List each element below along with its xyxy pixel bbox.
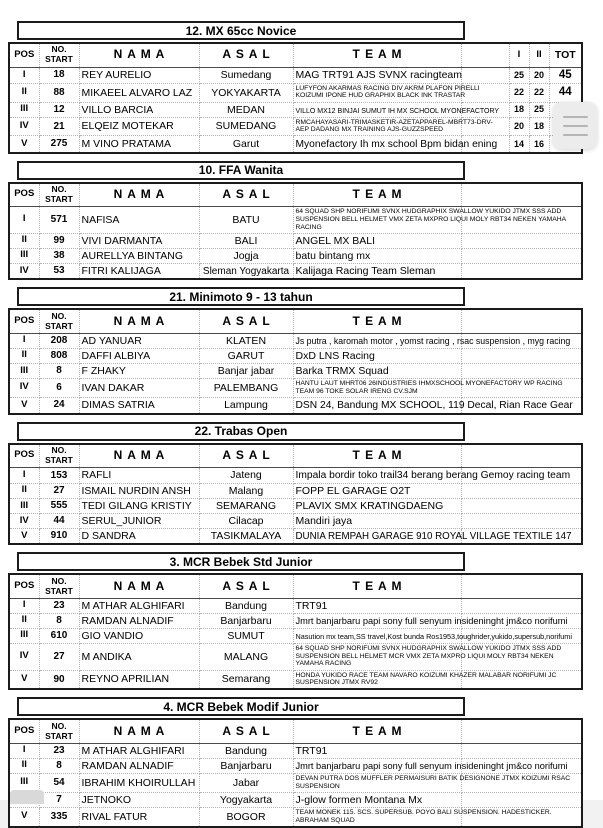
start-number-cell: 27 [39, 643, 79, 670]
class-title-text: 22. Trabas Open [194, 424, 288, 439]
origin-cell: Lampung [199, 397, 293, 413]
rider-name-cell: TEDI GILANG KRISTIY [79, 498, 199, 513]
rider-name-cell: AD YANUAR [79, 333, 199, 348]
header-row [9, 183, 582, 207]
team-spill-cell [461, 363, 582, 378]
result-row [9, 613, 582, 628]
col-header-asal: A S A L [199, 444, 293, 468]
start-number-cell: 8 [39, 363, 79, 378]
team-cell: PLAVIX SMX KRATINGDAENG [293, 498, 461, 513]
team-spill-cell [461, 263, 582, 279]
rider-name-cell: SERUL_JUNIOR [79, 514, 199, 529]
start-number-cell: 90 [39, 670, 79, 689]
team-cell: Js putra , karomah motor , yomst racing , rsac suspension , myg racing [293, 333, 461, 348]
rider-name-cell: DIMAS SATRIA [79, 397, 199, 413]
position-cell: II [9, 348, 39, 363]
class-title-text: 12. MX 65cc Novice [185, 23, 297, 38]
team-spill-cell [461, 598, 582, 613]
class-title-text: 10. FFA Wanita [198, 163, 284, 178]
results-table [8, 42, 583, 154]
result-row [9, 758, 582, 773]
class-title [17, 422, 465, 441]
total-score-cell: 44 [549, 83, 582, 102]
section-minimoto-9-13-tahun [8, 287, 581, 414]
col-header-asal: A S A L [199, 574, 293, 598]
team-spill-cell [461, 233, 582, 248]
position-cell: V [9, 807, 39, 826]
start-number-cell: 808 [39, 348, 79, 363]
class-title [17, 697, 465, 716]
team-cell: Jmrt banjarbaru papi sony full senyum insideninght jm&co norifumi [293, 613, 461, 628]
col-header-team: T E A M [293, 309, 461, 333]
origin-cell: Semarang [199, 670, 293, 689]
start-number-cell: 54 [39, 773, 79, 792]
team-cell: 64 SQUAD SHP NORIFUMI SVNX HUDGRAPHIX SWALLOW YUKIDO JTMX SSS ADD SUSPENSION BELL HELMET VMX ZETA MXPRO LIQUI MOLY RBT34 NEKEN YAMAHA RACING [293, 207, 461, 234]
start-number-cell: 335 [39, 807, 79, 826]
origin-cell: Malang [199, 483, 293, 498]
col-header-pos: POS [9, 309, 39, 333]
origin-cell: Bandung [199, 598, 293, 613]
rider-name-cell: IBRAHIM KHOIRULLAH [79, 773, 199, 792]
origin-cell: YOKYAKARTA [199, 83, 293, 102]
result-row [9, 117, 582, 136]
team-cell: LUFYFON AKARMAS RACING DIV AKRM PLAFON PIRELLI KOIZUMI IPONE HUD GRAPHIX BLACK INK TRASTAR [293, 83, 461, 102]
origin-cell: Jabar [199, 773, 293, 792]
start-number-cell: 21 [39, 117, 79, 136]
team-cell: DSN 24, Bandung MX SCHOOL, 119 Decal, Rian Race Gear [293, 397, 461, 413]
origin-cell: Jateng [199, 468, 293, 484]
moto1-score-cell: 22 [509, 83, 529, 102]
rider-name-cell: IVAN DAKAR [79, 379, 199, 398]
col-header-nama: N A M A [79, 574, 199, 598]
col-header-spacer [461, 183, 582, 207]
rider-name-cell: M ANDIKA [79, 643, 199, 670]
start-number-cell: 99 [39, 233, 79, 248]
col-header-spacer [461, 444, 582, 468]
col-header-nama: N A M A [79, 719, 199, 743]
result-row [9, 333, 582, 348]
start-number-cell: 153 [39, 468, 79, 484]
result-row [9, 643, 582, 670]
origin-cell: Banjarbaru [199, 758, 293, 773]
team-spill-cell [461, 67, 509, 83]
start-number-cell: 610 [39, 628, 79, 643]
col-header-no-start: NO. START [39, 719, 79, 743]
col-header-no-start: NO. START [39, 444, 79, 468]
result-row [9, 514, 582, 529]
origin-cell: MEDAN [199, 102, 293, 117]
rider-name-cell: FITRI KALIJAGA [79, 263, 199, 279]
origin-cell: Yogyakarta [199, 792, 293, 807]
result-row [9, 363, 582, 378]
position-cell: III [9, 248, 39, 263]
team-cell: Impala bordir toko trail34 berang berang Gemoy racing team [293, 468, 461, 484]
start-number-cell: 53 [39, 263, 79, 279]
origin-cell: Cilacap [199, 514, 293, 529]
col-header-spacer [461, 309, 582, 333]
total-score-cell: 45 [549, 67, 582, 83]
rider-name-cell: M ATHAR ALGHIFARI [79, 598, 199, 613]
moto1-score-cell: 20 [509, 117, 529, 136]
rider-name-cell: DAFFI ALBIYA [79, 348, 199, 363]
origin-cell: SUMUT [199, 628, 293, 643]
start-number-cell: 23 [39, 743, 79, 758]
position-cell: I [9, 743, 39, 758]
origin-cell: GARUT [199, 348, 293, 363]
origin-cell: Banjarbaru [199, 613, 293, 628]
col-header-no-start: NO. START [39, 183, 79, 207]
col-header-team: T E A M [293, 444, 461, 468]
floating-menu-button[interactable] [553, 102, 597, 149]
result-row [9, 397, 582, 413]
team-spill-cell [461, 743, 582, 758]
origin-cell: BOGOR [199, 807, 293, 826]
col-header-spacer [461, 43, 509, 67]
team-spill-cell [461, 348, 582, 363]
result-row [9, 498, 582, 513]
section-mcr-bebek-modif-junior [8, 697, 581, 827]
origin-cell: Garut [199, 136, 293, 153]
result-row [9, 233, 582, 248]
col-header-total: TOT [549, 43, 582, 67]
col-header-nama: N A M A [79, 43, 199, 67]
rider-name-cell: RAFLI [79, 468, 199, 484]
rider-name-cell: GIO VANDIO [79, 628, 199, 643]
start-number-cell: 8 [39, 758, 79, 773]
results-table [8, 308, 583, 414]
team-cell: FOPP EL GARAGE O2T [293, 483, 461, 498]
col-header-no-start: NO. START [39, 309, 79, 333]
origin-cell: TASIKMALAYA [199, 529, 293, 545]
position-cell: I [9, 468, 39, 484]
header-row [9, 43, 582, 67]
position-cell: III [9, 102, 39, 117]
team-cell: TRT91 [293, 598, 461, 613]
col-header-team: T E A M [293, 183, 461, 207]
position-cell: IV [9, 514, 39, 529]
team-cell: HANTU LAUT MHRT06 26INDUSTRIES IHMXSCHOOL MYONEFACTORY WP RACING TEAM 96 TOKE SOLAR IRENG CV.SJM [293, 379, 461, 398]
results-table [8, 182, 583, 281]
col-header-nama: N A M A [79, 309, 199, 333]
col-header-moto2: II [529, 43, 549, 67]
rider-name-cell: F ZHAKY [79, 363, 199, 378]
rider-name-cell: JETNOKO [79, 792, 199, 807]
result-row [9, 598, 582, 613]
start-number-cell: 27 [39, 483, 79, 498]
team-cell: J-glow formen Montana Mx [293, 792, 461, 807]
team-spill-cell [461, 498, 582, 513]
result-row [9, 468, 582, 484]
section-mcr-bebek-std-junior [8, 552, 581, 690]
team-cell: Mandiri jaya [293, 514, 461, 529]
document-content [8, 21, 581, 828]
rider-name-cell: VIVI DARMANTA [79, 233, 199, 248]
class-title-text: 4. MCR Bebek Modif Junior [163, 699, 319, 714]
origin-cell: Banjar jabar [199, 363, 293, 378]
position-cell: II [9, 83, 39, 102]
team-spill-cell [461, 514, 582, 529]
start-number-cell: 275 [39, 136, 79, 153]
col-header-team: T E A M [293, 574, 461, 598]
rider-name-cell: ISMAIL NURDIN ANSH [79, 483, 199, 498]
rider-name-cell: AURELLYA BINTANG [79, 248, 199, 263]
start-number-cell: 38 [39, 248, 79, 263]
team-cell: Nasution mx team,SS travel,Kost bunda Ros1953,toughrider,yukido,supersub,norifumi [293, 628, 461, 643]
result-row [9, 83, 582, 102]
origin-cell: Jogja [199, 248, 293, 263]
result-row [9, 248, 582, 263]
rider-name-cell: MIKAEEL ALVARO LAZ [79, 83, 199, 102]
team-cell: HONDA YUKIDO RACE TEAM NAVARO KOIZUMI KHAZER MALABAR NORIFUMI JC SUSPENSION JTMX RV92 [293, 670, 461, 689]
class-title [17, 161, 465, 180]
team-cell: Kalijaga Racing Team Sleman [293, 263, 461, 279]
col-header-pos: POS [9, 183, 39, 207]
position-cell: I [9, 67, 39, 83]
rider-name-cell: NAFISA [79, 207, 199, 234]
team-cell: 64 SQUAD SHP NORIFUMI SVNX HUDGRAPHIX SWALLOW YUKIDO JTMX SSS ADD SUSPENSION BELL HELMET MCR VMX ZETA MXPRO LIQUI MOLY RBT34 NEKEN YAMAHA RACING [293, 643, 461, 670]
moto2-score-cell: 20 [529, 67, 549, 83]
position-cell: III [9, 773, 39, 792]
result-row [9, 743, 582, 758]
col-header-asal: A S A L [199, 309, 293, 333]
position-cell: II [9, 613, 39, 628]
rider-name-cell: VILLO BARCIA [79, 102, 199, 117]
result-row [9, 807, 582, 826]
col-header-no-start: NO. START [39, 574, 79, 598]
section-mx-65cc-novice [8, 21, 581, 154]
position-cell: IV [9, 263, 39, 279]
team-cell: MAG TRT91 AJS SVNX racingteam [293, 67, 461, 83]
col-header-team: T E A M [293, 43, 461, 67]
start-number-cell: 910 [39, 529, 79, 545]
origin-cell: Sumedang [199, 67, 293, 83]
position-cell: V [9, 670, 39, 689]
col-header-moto1: I [509, 43, 529, 67]
result-row [9, 379, 582, 398]
origin-cell: SUMEDANG [199, 117, 293, 136]
origin-cell: MALANG [199, 643, 293, 670]
class-title-text: 3. MCR Bebek Std Junior [169, 554, 313, 569]
moto2-score-cell: 22 [529, 83, 549, 102]
position-cell: I [9, 207, 39, 234]
position-cell: III [9, 628, 39, 643]
rider-name-cell: RAMDAN ALNADIF [79, 758, 199, 773]
class-title [17, 552, 465, 571]
col-header-nama: N A M A [79, 444, 199, 468]
team-cell: DEVAN PUTRA DOS MUFFLER PERMAISURI BATIK DESIGNONE JTMX KOIZUMI RSAC SUSPENSION [293, 773, 461, 792]
rider-name-cell: RAMDAN ALNADIF [79, 613, 199, 628]
rider-name-cell: ELQEIZ MOTEKAR [79, 117, 199, 136]
col-header-pos: POS [9, 444, 39, 468]
result-row [9, 483, 582, 498]
team-cell: ANGEL MX BALI [293, 233, 461, 248]
start-number-cell: 208 [39, 333, 79, 348]
col-header-team: T E A M [293, 719, 461, 743]
col-header-nama: N A M A [79, 183, 199, 207]
start-number-cell: 571 [39, 207, 79, 234]
result-row [9, 792, 582, 807]
position-cell: IV [9, 117, 39, 136]
origin-cell: BATU [199, 207, 293, 234]
start-number-cell: 18 [39, 67, 79, 83]
position-cell: V [9, 136, 39, 153]
team-spill-cell [461, 792, 582, 807]
hamburger-menu-icon [563, 116, 588, 118]
origin-cell: SEMARANG [199, 498, 293, 513]
rider-name-cell: REYNO APRILIAN [79, 670, 199, 689]
team-cell: TEAM MONEK 115. SCS. SUPERSUB. POYO BALI SUSPENSION. HADESTICKER. ABRAHAM SQUAD [293, 807, 461, 826]
col-header-spacer [461, 574, 582, 598]
position-cell: V [9, 529, 39, 545]
result-row [9, 263, 582, 279]
moto2-score-cell: 16 [529, 136, 549, 153]
position-cell: II [9, 233, 39, 248]
header-row [9, 719, 582, 743]
team-cell: RMCAHAYASARI-TRIMASKETIR-AZETAPPAREL-MBRT73-DRV-AEP DADANG MX TRAINING AJS-GUZZSPEED [293, 117, 461, 136]
start-number-cell: 555 [39, 498, 79, 513]
col-header-asal: A S A L [199, 719, 293, 743]
team-cell: DUNIA REMPAH GARAGE 910 ROYAL VILLAGE TEXTILE 147 [293, 529, 461, 545]
header-row [9, 574, 582, 598]
moto1-score-cell: 18 [509, 102, 529, 117]
start-number-cell: 44 [39, 514, 79, 529]
position-cell: II [9, 758, 39, 773]
origin-cell: Sleman Yogyakarta [199, 263, 293, 279]
col-header-no-start: NO. START [39, 43, 79, 67]
moto1-score-cell: 14 [509, 136, 529, 153]
rider-name-cell: D SANDRA [79, 529, 199, 545]
hamburger-menu-icon [563, 125, 588, 127]
start-number-cell: 8 [39, 613, 79, 628]
class-title [17, 287, 465, 306]
col-header-pos: POS [9, 719, 39, 743]
moto2-score-cell: 25 [529, 102, 549, 117]
result-row [9, 348, 582, 363]
position-cell: IV [9, 379, 39, 398]
result-row [9, 102, 582, 117]
col-header-asal: A S A L [199, 183, 293, 207]
hamburger-menu-icon [563, 134, 588, 136]
col-header-spacer [461, 719, 582, 743]
moto2-score-cell: 18 [529, 117, 549, 136]
col-header-pos: POS [9, 43, 39, 67]
result-row [9, 136, 582, 153]
start-number-cell: 24 [39, 397, 79, 413]
team-cell: Myonefactory Ih mx school Bpm bidan ening [293, 136, 461, 153]
position-cell: I [9, 333, 39, 348]
start-number-cell: 6 [39, 379, 79, 398]
team-spill-cell [461, 483, 582, 498]
team-cell: batu bintang mx [293, 248, 461, 263]
result-row [9, 628, 582, 643]
start-number-cell: 88 [39, 83, 79, 102]
position-cell: IV [9, 643, 39, 670]
team-cell: DxD LNS Racing [293, 348, 461, 363]
result-row [9, 529, 582, 545]
result-row [9, 207, 582, 234]
class-title [17, 21, 465, 40]
header-row [9, 444, 582, 468]
moto1-score-cell: 25 [509, 67, 529, 83]
result-row [9, 773, 582, 792]
results-table [8, 573, 583, 690]
rider-name-cell: M VINO PRATAMA [79, 136, 199, 153]
start-number-cell: 7 [39, 792, 79, 807]
section-ffa-wanita [8, 161, 581, 281]
start-number-cell: 23 [39, 598, 79, 613]
start-number-cell: 12 [39, 102, 79, 117]
class-title-text: 21. Minimoto 9 - 13 tahun [169, 289, 313, 304]
position-cell: III [9, 498, 39, 513]
col-header-asal: A S A L [199, 43, 293, 67]
results-table [8, 443, 583, 546]
position-cell: V [9, 397, 39, 413]
section-trabas-open [8, 422, 581, 546]
rider-name-cell: M ATHAR ALGHIFARI [79, 743, 199, 758]
team-cell: Jmrt banjarbaru papi sony full senyum insideninght jm&co norifumi [293, 758, 461, 773]
origin-cell: KLATEN [199, 333, 293, 348]
result-row [9, 67, 582, 83]
origin-cell: Bandung [199, 743, 293, 758]
result-row [9, 670, 582, 689]
origin-cell: PALEMBANG [199, 379, 293, 398]
partial-bottom-button[interactable] [10, 790, 44, 804]
team-cell: Barka TRMX Squad [293, 363, 461, 378]
origin-cell: BALI [199, 233, 293, 248]
header-row [9, 309, 582, 333]
position-cell: I [9, 598, 39, 613]
rider-name-cell: RIVAL FATUR [79, 807, 199, 826]
position-cell: III [9, 363, 39, 378]
position-cell: II [9, 483, 39, 498]
team-cell: TRT91 [293, 743, 461, 758]
team-cell: VILLO MX12 BINJAI SUMUT IH MX SCHOOL MYONEFACTORY [293, 102, 461, 117]
col-header-pos: POS [9, 574, 39, 598]
rider-name-cell: REY AURELIO [79, 67, 199, 83]
results-table [8, 718, 583, 827]
team-spill-cell [461, 248, 582, 263]
